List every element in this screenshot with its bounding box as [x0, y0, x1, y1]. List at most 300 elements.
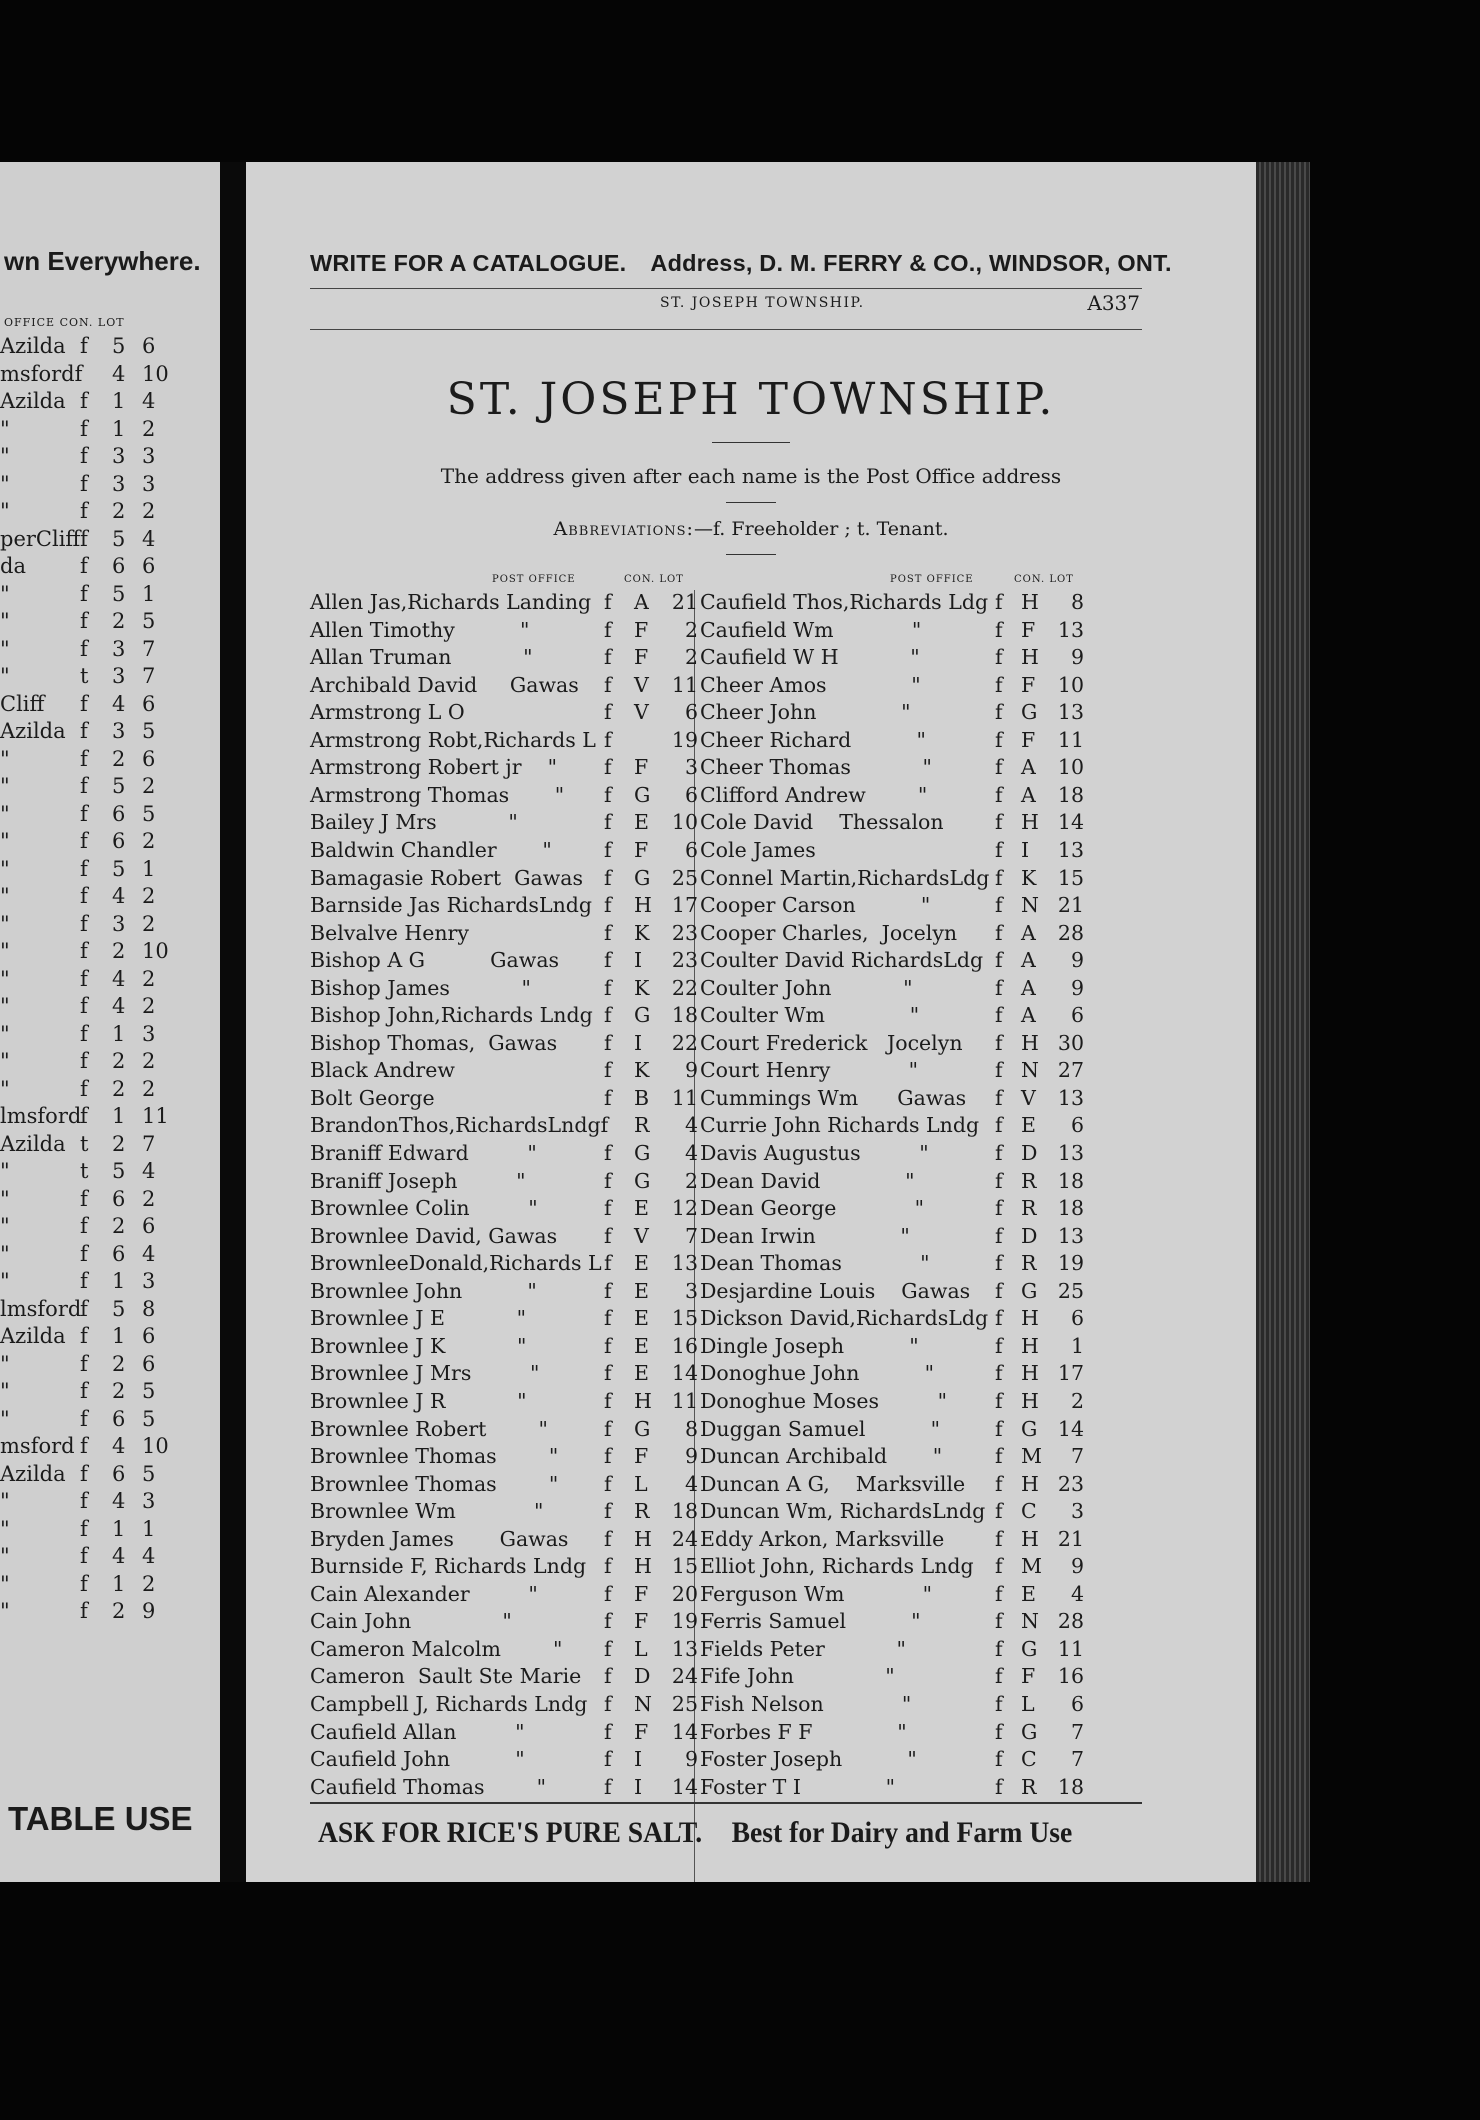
- right-entry-name: Cole David Thessalon: [700, 810, 944, 835]
- left-page-row: [0, 1572, 200, 1599]
- left-entry-name: Cain Alexander ": [310, 1581, 538, 1606]
- left-row-place: ": [0, 994, 10, 1018]
- left-entry-lot: 9: [684, 1058, 698, 1083]
- left-entry-name: Armstrong Thomas ": [310, 782, 565, 807]
- left-row-tenure: f: [80, 389, 88, 413]
- left-entry-name: Brownlee Thomas ": [310, 1444, 559, 1469]
- left-entry-con: I: [634, 1030, 643, 1055]
- header-advertisement: [310, 250, 1172, 277]
- left-row-place: ": [0, 499, 10, 523]
- left-page-row: [0, 1324, 200, 1351]
- left-entry-lot: 15: [671, 1306, 698, 1331]
- left-page-row: [0, 1214, 200, 1241]
- directory-row: [310, 948, 1156, 976]
- left-page-row: [0, 1544, 200, 1571]
- right-con-lot-header: CON. LOT: [1014, 574, 1074, 585]
- right-entry-con: N: [1021, 893, 1039, 918]
- left-page-row: [0, 472, 200, 499]
- left-entry-lot: 7: [684, 1223, 698, 1248]
- right-entry-lot: 14: [1057, 810, 1084, 835]
- right-entry-tenure: f: [995, 920, 1003, 945]
- right-entry-name: Duncan Archibald ": [700, 1444, 943, 1469]
- left-row-place: ": [0, 1076, 10, 1101]
- left-row-place: da: [0, 554, 26, 578]
- left-row-lot: 2: [142, 1571, 156, 1596]
- right-entry-con: H: [1021, 645, 1039, 670]
- left-row-lot: 3: [142, 1489, 156, 1513]
- left-row-tenure: f: [80, 911, 88, 936]
- directory-row: [310, 893, 1156, 921]
- left-row-tenure: f: [80, 1544, 88, 1568]
- left-entry-con: I: [634, 1747, 643, 1772]
- right-entry-name: Cheer Richard ": [700, 727, 926, 752]
- left-page-row: [0, 829, 200, 856]
- left-row-place: ": [0, 856, 10, 881]
- left-entry-tenure: f: [604, 645, 612, 670]
- left-entry-tenure: f: [604, 590, 612, 614]
- left-row-place: ": [0, 1599, 10, 1623]
- left-entry-tenure: f: [604, 1526, 612, 1551]
- right-entry-con: D: [1021, 1141, 1038, 1165]
- left-row-place: ": [0, 1571, 10, 1596]
- left-entry-lot: 6: [684, 700, 698, 725]
- left-entry-lot: 19: [671, 1609, 698, 1634]
- left-row-place: ": [0, 1516, 10, 1541]
- left-row-place: ": [0, 471, 10, 496]
- left-page-row: [0, 967, 200, 994]
- left-page-row: [0, 582, 200, 609]
- left-row-tenure: f: [80, 1269, 88, 1293]
- right-entry-con: H: [1021, 1361, 1039, 1386]
- directory-row: [310, 700, 1156, 728]
- directory-page: [246, 162, 1256, 1882]
- left-entry-lot: 3: [684, 1278, 698, 1303]
- left-row-lot: 5: [142, 609, 156, 633]
- page-title: ST. JOSEPH TOWNSHIP.: [446, 374, 1056, 425]
- left-row-con: 2: [112, 1076, 126, 1101]
- left-entry-con: G: [634, 1416, 651, 1441]
- right-entry-tenure: f: [995, 617, 1003, 642]
- directory-row: [310, 1582, 1156, 1610]
- left-page-row: [0, 554, 200, 581]
- directory-row: [310, 1417, 1156, 1445]
- right-entry-con: R: [1021, 1168, 1037, 1193]
- right-entry-tenure: f: [995, 1499, 1003, 1524]
- left-entry-con: K: [634, 920, 650, 945]
- left-entry-con: F: [634, 645, 649, 670]
- right-entry-name: Cheer Thomas ": [700, 755, 932, 780]
- directory-row: [310, 1637, 1156, 1665]
- directory-row: [310, 728, 1156, 756]
- left-page-row: [0, 1379, 200, 1406]
- directory-row: [310, 1334, 1156, 1362]
- directory-row: [310, 1527, 1156, 1555]
- left-entry-lot: 24: [671, 1664, 698, 1689]
- left-row-place: ": [0, 1544, 10, 1568]
- left-entry-tenure: f: [604, 617, 612, 642]
- left-entry-lot: 10: [671, 810, 698, 835]
- left-entry-name: Belvalve Henry: [310, 920, 469, 945]
- right-entry-con: A: [1021, 1003, 1036, 1028]
- left-row-lot: 6: [142, 691, 156, 716]
- left-entry-tenure: f: [604, 1636, 612, 1661]
- left-page-row: [0, 1132, 200, 1159]
- right-entry-name: Ferguson Wm ": [700, 1581, 933, 1606]
- left-page-ad: wn Everywhere.: [4, 246, 201, 276]
- left-row-place: ": [0, 1214, 10, 1238]
- left-row-con: 3: [112, 636, 126, 661]
- left-row-lot: 4: [142, 1241, 156, 1266]
- left-entry-tenure: f: [604, 1471, 612, 1496]
- left-row-lot: 4: [142, 1159, 156, 1183]
- right-entry-con: H: [1021, 590, 1039, 614]
- left-row-con: 5: [112, 581, 126, 606]
- right-entry-tenure: f: [995, 1581, 1003, 1606]
- left-row-con: 2: [112, 1214, 126, 1238]
- left-row-con: 2: [112, 939, 126, 963]
- right-entry-lot: 13: [1057, 617, 1084, 642]
- left-page-fragment: [0, 162, 220, 1882]
- left-page-row: [0, 1352, 200, 1379]
- right-entry-lot: 27: [1057, 1058, 1084, 1083]
- right-entry-con: R: [1021, 1774, 1037, 1799]
- left-row-tenure: f: [80, 581, 88, 606]
- right-entry-con: R: [1021, 1251, 1037, 1276]
- right-entry-con: L: [1021, 1692, 1035, 1716]
- directory-row: [310, 1389, 1156, 1417]
- left-row-lot: 2: [142, 774, 156, 798]
- left-row-place: Azilda: [0, 389, 66, 413]
- right-entry-con: E: [1021, 1113, 1036, 1138]
- left-entry-name: BrandonThos,RichardsLndgf: [310, 1113, 609, 1138]
- right-entry-con: M: [1021, 1554, 1042, 1579]
- left-row-lot: 10: [142, 361, 169, 386]
- right-entry-con: A: [1021, 755, 1036, 780]
- left-row-lot: 6: [142, 1351, 156, 1376]
- left-row-tenure: t: [80, 1131, 89, 1156]
- left-post-office-header: POST OFFICE: [492, 574, 576, 585]
- left-entry-con: I: [634, 1774, 643, 1799]
- left-entry-tenure: f: [604, 1692, 612, 1716]
- right-entry-lot: 13: [1057, 700, 1084, 725]
- right-entry-con: F: [1021, 672, 1036, 697]
- directory-row: [310, 1609, 1156, 1637]
- left-entry-con: G: [634, 1141, 651, 1165]
- title-rule: [712, 442, 790, 443]
- left-row-place: Cliff: [0, 691, 45, 716]
- left-entry-lot: 4: [684, 1471, 698, 1496]
- left-row-tenure: f: [80, 1489, 88, 1513]
- right-entry-name: Court Frederick Jocelyn: [700, 1030, 963, 1055]
- right-entry-name: Davis Augustus ": [700, 1141, 929, 1165]
- left-entry-tenure: f: [604, 1333, 612, 1358]
- left-row-tenure: f: [80, 1351, 88, 1376]
- right-entry-tenure: f: [995, 1030, 1003, 1055]
- left-entry-con: H: [634, 1526, 652, 1551]
- left-row-place: ": [0, 1269, 10, 1293]
- left-entry-con: F: [634, 755, 649, 780]
- right-entry-lot: 19: [1057, 1251, 1084, 1276]
- left-page-footer-ad: TABLE USE: [8, 1800, 193, 1837]
- left-page-row: [0, 774, 200, 801]
- directory-row: [310, 645, 1156, 673]
- left-page-row: [0, 417, 200, 444]
- left-entry-lot: 6: [684, 782, 698, 807]
- right-entry-con: H: [1021, 1526, 1039, 1551]
- abbreviations-label: Abbreviations:: [553, 518, 694, 540]
- left-row-place: perCliff: [0, 526, 81, 551]
- left-row-lot: 2: [142, 1186, 156, 1211]
- left-row-con: 2: [112, 1379, 126, 1403]
- left-row-con: 2: [112, 609, 126, 633]
- right-entry-name: Fife John ": [700, 1664, 895, 1689]
- left-row-tenure: f: [80, 856, 88, 881]
- left-entry-con: F: [634, 1444, 649, 1469]
- left-row-con: 1: [112, 389, 126, 413]
- left-row-lot: 6: [142, 1214, 156, 1238]
- right-entry-con: I: [1021, 837, 1030, 862]
- left-entry-tenure: f: [604, 755, 612, 780]
- left-row-con: 4: [112, 691, 126, 716]
- left-page-row: [0, 1462, 200, 1489]
- right-entry-con: A: [1021, 948, 1036, 973]
- left-entry-tenure: f: [604, 672, 612, 697]
- left-row-con: 4: [112, 994, 126, 1018]
- left-row-place: Azilda: [0, 334, 66, 358]
- directory-row: [310, 1692, 1156, 1720]
- right-entry-tenure: f: [995, 1361, 1003, 1386]
- left-row-place: ": [0, 1489, 10, 1513]
- left-entry-name: Burnside F, Richards Lndg: [310, 1554, 587, 1579]
- left-entry-lot: 22: [671, 1030, 698, 1055]
- left-page-row: [0, 1269, 200, 1296]
- right-entry-name: Connel Martin,RichardsLdg: [700, 865, 990, 890]
- left-row-con: 6: [112, 1241, 126, 1266]
- right-entry-con: G: [1021, 1416, 1038, 1441]
- left-row-lot: 7: [142, 636, 156, 661]
- right-entry-con: H: [1021, 1333, 1039, 1358]
- directory-row: [310, 618, 1156, 646]
- right-entry-name: Forbes F F ": [700, 1719, 907, 1744]
- left-entry-name: Bishop John,Richards Lndg: [310, 1003, 593, 1028]
- header-ad-catalogue: WRITE FOR A CATALOGUE.: [310, 250, 627, 276]
- left-row-lot: 3: [142, 471, 156, 496]
- left-row-lot: 3: [142, 1269, 156, 1293]
- left-row-place: ": [0, 636, 10, 661]
- abbreviations-line: [246, 518, 1256, 540]
- left-page-row: [0, 664, 200, 691]
- right-entry-name: Duncan A G, Marksville: [700, 1471, 966, 1496]
- left-entry-tenure: f: [604, 1003, 612, 1028]
- left-page-row: [0, 912, 200, 939]
- left-row-tenure: f: [80, 1021, 88, 1046]
- right-entry-lot: 6: [1070, 1113, 1084, 1138]
- left-row-lot: 8: [142, 1296, 156, 1321]
- left-row-tenure: f: [80, 939, 88, 963]
- left-entry-lot: 23: [671, 920, 698, 945]
- directory-row: [310, 1058, 1156, 1086]
- left-row-tenure: f: [80, 994, 88, 1018]
- left-page-row: [0, 802, 200, 829]
- left-row-place: Azilda: [0, 1131, 66, 1156]
- left-row-tenure: f: [80, 1324, 88, 1348]
- left-entry-con: V: [634, 700, 649, 725]
- left-row-con: 2: [112, 746, 126, 771]
- left-entry-con: V: [634, 672, 649, 697]
- right-entry-name: Cheer John ": [700, 700, 911, 725]
- left-entry-name: Caufield John ": [310, 1747, 525, 1772]
- right-entry-con: D: [1021, 1223, 1038, 1248]
- left-entry-lot: 24: [671, 1526, 698, 1551]
- left-entry-tenure: f: [604, 1141, 612, 1165]
- left-entry-name: Brownlee John ": [310, 1278, 537, 1303]
- left-row-lot: 4: [142, 389, 156, 413]
- left-entry-con: A: [634, 590, 649, 614]
- left-entry-tenure: f: [604, 865, 612, 890]
- left-page-row: [0, 939, 200, 966]
- left-row-lot: 5: [142, 719, 156, 743]
- left-entry-name: Caufield Thomas ": [310, 1774, 547, 1799]
- right-entry-name: Dean David ": [700, 1168, 915, 1193]
- left-entry-lot: 13: [671, 1251, 698, 1276]
- left-row-lot: 1: [142, 856, 156, 881]
- left-entry-tenure: f: [604, 1058, 612, 1083]
- left-entry-con: N: [634, 1692, 652, 1716]
- left-entry-tenure: f: [604, 920, 612, 945]
- left-row-con: 2: [112, 1599, 126, 1623]
- left-entry-name: Cameron Malcolm ": [310, 1636, 563, 1661]
- right-entry-name: Duggan Samuel ": [700, 1416, 941, 1441]
- right-entry-name: Dickson David,RichardsLdg: [700, 1306, 989, 1331]
- left-row-place: ": [0, 829, 10, 853]
- left-entry-name: Bryden James Gawas: [310, 1526, 569, 1551]
- right-entry-con: A: [1021, 975, 1036, 1000]
- right-entry-tenure: f: [995, 755, 1003, 780]
- left-entry-name: Brownlee Thomas ": [310, 1471, 559, 1496]
- left-row-place: ": [0, 884, 10, 908]
- left-page-row: [0, 1077, 200, 1104]
- right-entry-name: Caufield Wm ": [700, 617, 922, 642]
- footer-ad-salt: ASK FOR RICE'S PURE SALT.: [318, 1816, 703, 1849]
- left-entry-tenure: f: [604, 1030, 612, 1055]
- left-entry-con: D: [634, 1664, 651, 1689]
- left-row-con: 3: [112, 719, 126, 743]
- left-row-tenure: f: [80, 1571, 88, 1596]
- right-entry-lot: 8: [1070, 590, 1084, 614]
- left-entry-lot: 23: [671, 948, 698, 973]
- left-row-tenure: f: [80, 1599, 88, 1623]
- left-entry-con: E: [634, 1251, 649, 1276]
- left-row-place: ": [0, 1049, 10, 1073]
- right-entry-lot: 13: [1057, 1223, 1084, 1248]
- left-row-lot: 7: [142, 664, 156, 688]
- right-entry-tenure: f: [995, 1444, 1003, 1469]
- left-entry-lot: 11: [671, 1388, 698, 1413]
- right-entry-tenure: f: [995, 727, 1003, 752]
- right-entry-tenure: f: [995, 1251, 1003, 1276]
- left-entry-lot: 15: [671, 1554, 698, 1579]
- left-row-con: 1: [112, 1324, 126, 1348]
- left-row-lot: 1: [142, 1516, 156, 1541]
- left-row-place: ": [0, 1186, 10, 1211]
- left-row-lot: 2: [142, 911, 156, 936]
- left-row-tenure: f: [80, 1076, 88, 1101]
- left-row-place: Azilda: [0, 1461, 66, 1486]
- right-entry-lot: 13: [1057, 1141, 1084, 1165]
- left-row-lot: 2: [142, 994, 156, 1018]
- left-entry-lot: 13: [671, 1636, 698, 1661]
- right-entry-name: Duncan Wm, RichardsLndg: [700, 1499, 986, 1524]
- right-entry-tenure: f: [995, 1278, 1003, 1303]
- right-entry-tenure: f: [995, 1664, 1003, 1689]
- right-entry-tenure: f: [995, 865, 1003, 890]
- right-entry-tenure: f: [995, 975, 1003, 1000]
- left-page-row: [0, 1049, 200, 1076]
- left-entry-name: Brownlee Robert ": [310, 1416, 548, 1441]
- left-entry-con: E: [634, 1306, 649, 1331]
- right-entry-tenure: f: [995, 1416, 1003, 1441]
- left-entry-name: Brownlee Wm ": [310, 1499, 544, 1524]
- left-row-tenure: f: [80, 526, 88, 551]
- left-entry-name: Allen Jas,Richards Landing: [310, 590, 592, 614]
- left-row-place: ": [0, 444, 10, 468]
- left-row-tenure: f: [80, 1241, 88, 1266]
- right-entry-tenure: f: [995, 1168, 1003, 1193]
- left-row-lot: 5: [142, 1406, 156, 1431]
- left-entry-name: Bailey J Mrs ": [310, 810, 518, 835]
- left-row-tenure: f: [80, 334, 88, 358]
- right-entry-lot: 13: [1057, 1085, 1084, 1110]
- left-row-con: 1: [112, 1571, 126, 1596]
- left-entry-lot: 20: [671, 1581, 698, 1606]
- left-row-place: ": [0, 1351, 10, 1376]
- left-entry-tenure: f: [604, 1085, 612, 1110]
- right-post-office-header: POST OFFICE: [890, 574, 974, 585]
- left-entry-tenure: f: [604, 1223, 612, 1248]
- right-entry-lot: 16: [1057, 1664, 1084, 1689]
- left-row-con: 6: [112, 1406, 126, 1431]
- right-entry-lot: 18: [1057, 1168, 1084, 1193]
- left-entry-tenure: f: [604, 1196, 612, 1221]
- right-entry-lot: 9: [1070, 975, 1084, 1000]
- left-entry-lot: 18: [671, 1003, 698, 1028]
- right-entry-lot: 21: [1057, 1526, 1084, 1551]
- left-page-row: [0, 1022, 200, 1049]
- right-entry-tenure: f: [995, 1636, 1003, 1661]
- right-entry-name: Clifford Andrew ": [700, 782, 928, 807]
- right-entry-name: Dean Thomas ": [700, 1251, 930, 1276]
- right-entry-name: Fields Peter ": [700, 1636, 906, 1661]
- right-entry-con: G: [1021, 1278, 1038, 1303]
- left-row-lot: 2: [142, 416, 156, 441]
- right-entry-tenure: f: [995, 1223, 1003, 1248]
- left-con-lot-header: CON. LOT: [624, 574, 684, 585]
- left-row-place: ": [0, 774, 10, 798]
- right-entry-con: G: [1021, 700, 1038, 725]
- left-entry-lot: 18: [671, 1499, 698, 1524]
- left-entry-name: Cameron Sault Ste Marie: [310, 1664, 582, 1689]
- left-entry-lot: 4: [684, 1113, 698, 1138]
- right-entry-name: Coulter Wm ": [700, 1003, 920, 1028]
- directory-row: [310, 1141, 1156, 1169]
- right-entry-name: Elliot John, Richards Lndg: [700, 1554, 974, 1579]
- right-entry-tenure: f: [995, 893, 1003, 918]
- right-entry-lot: 9: [1070, 948, 1084, 973]
- right-entry-name: Ferris Samuel ": [700, 1609, 921, 1634]
- right-entry-name: Dingle Joseph ": [700, 1333, 919, 1358]
- left-row-con: 3: [112, 911, 126, 936]
- right-entry-tenure: f: [995, 1609, 1003, 1634]
